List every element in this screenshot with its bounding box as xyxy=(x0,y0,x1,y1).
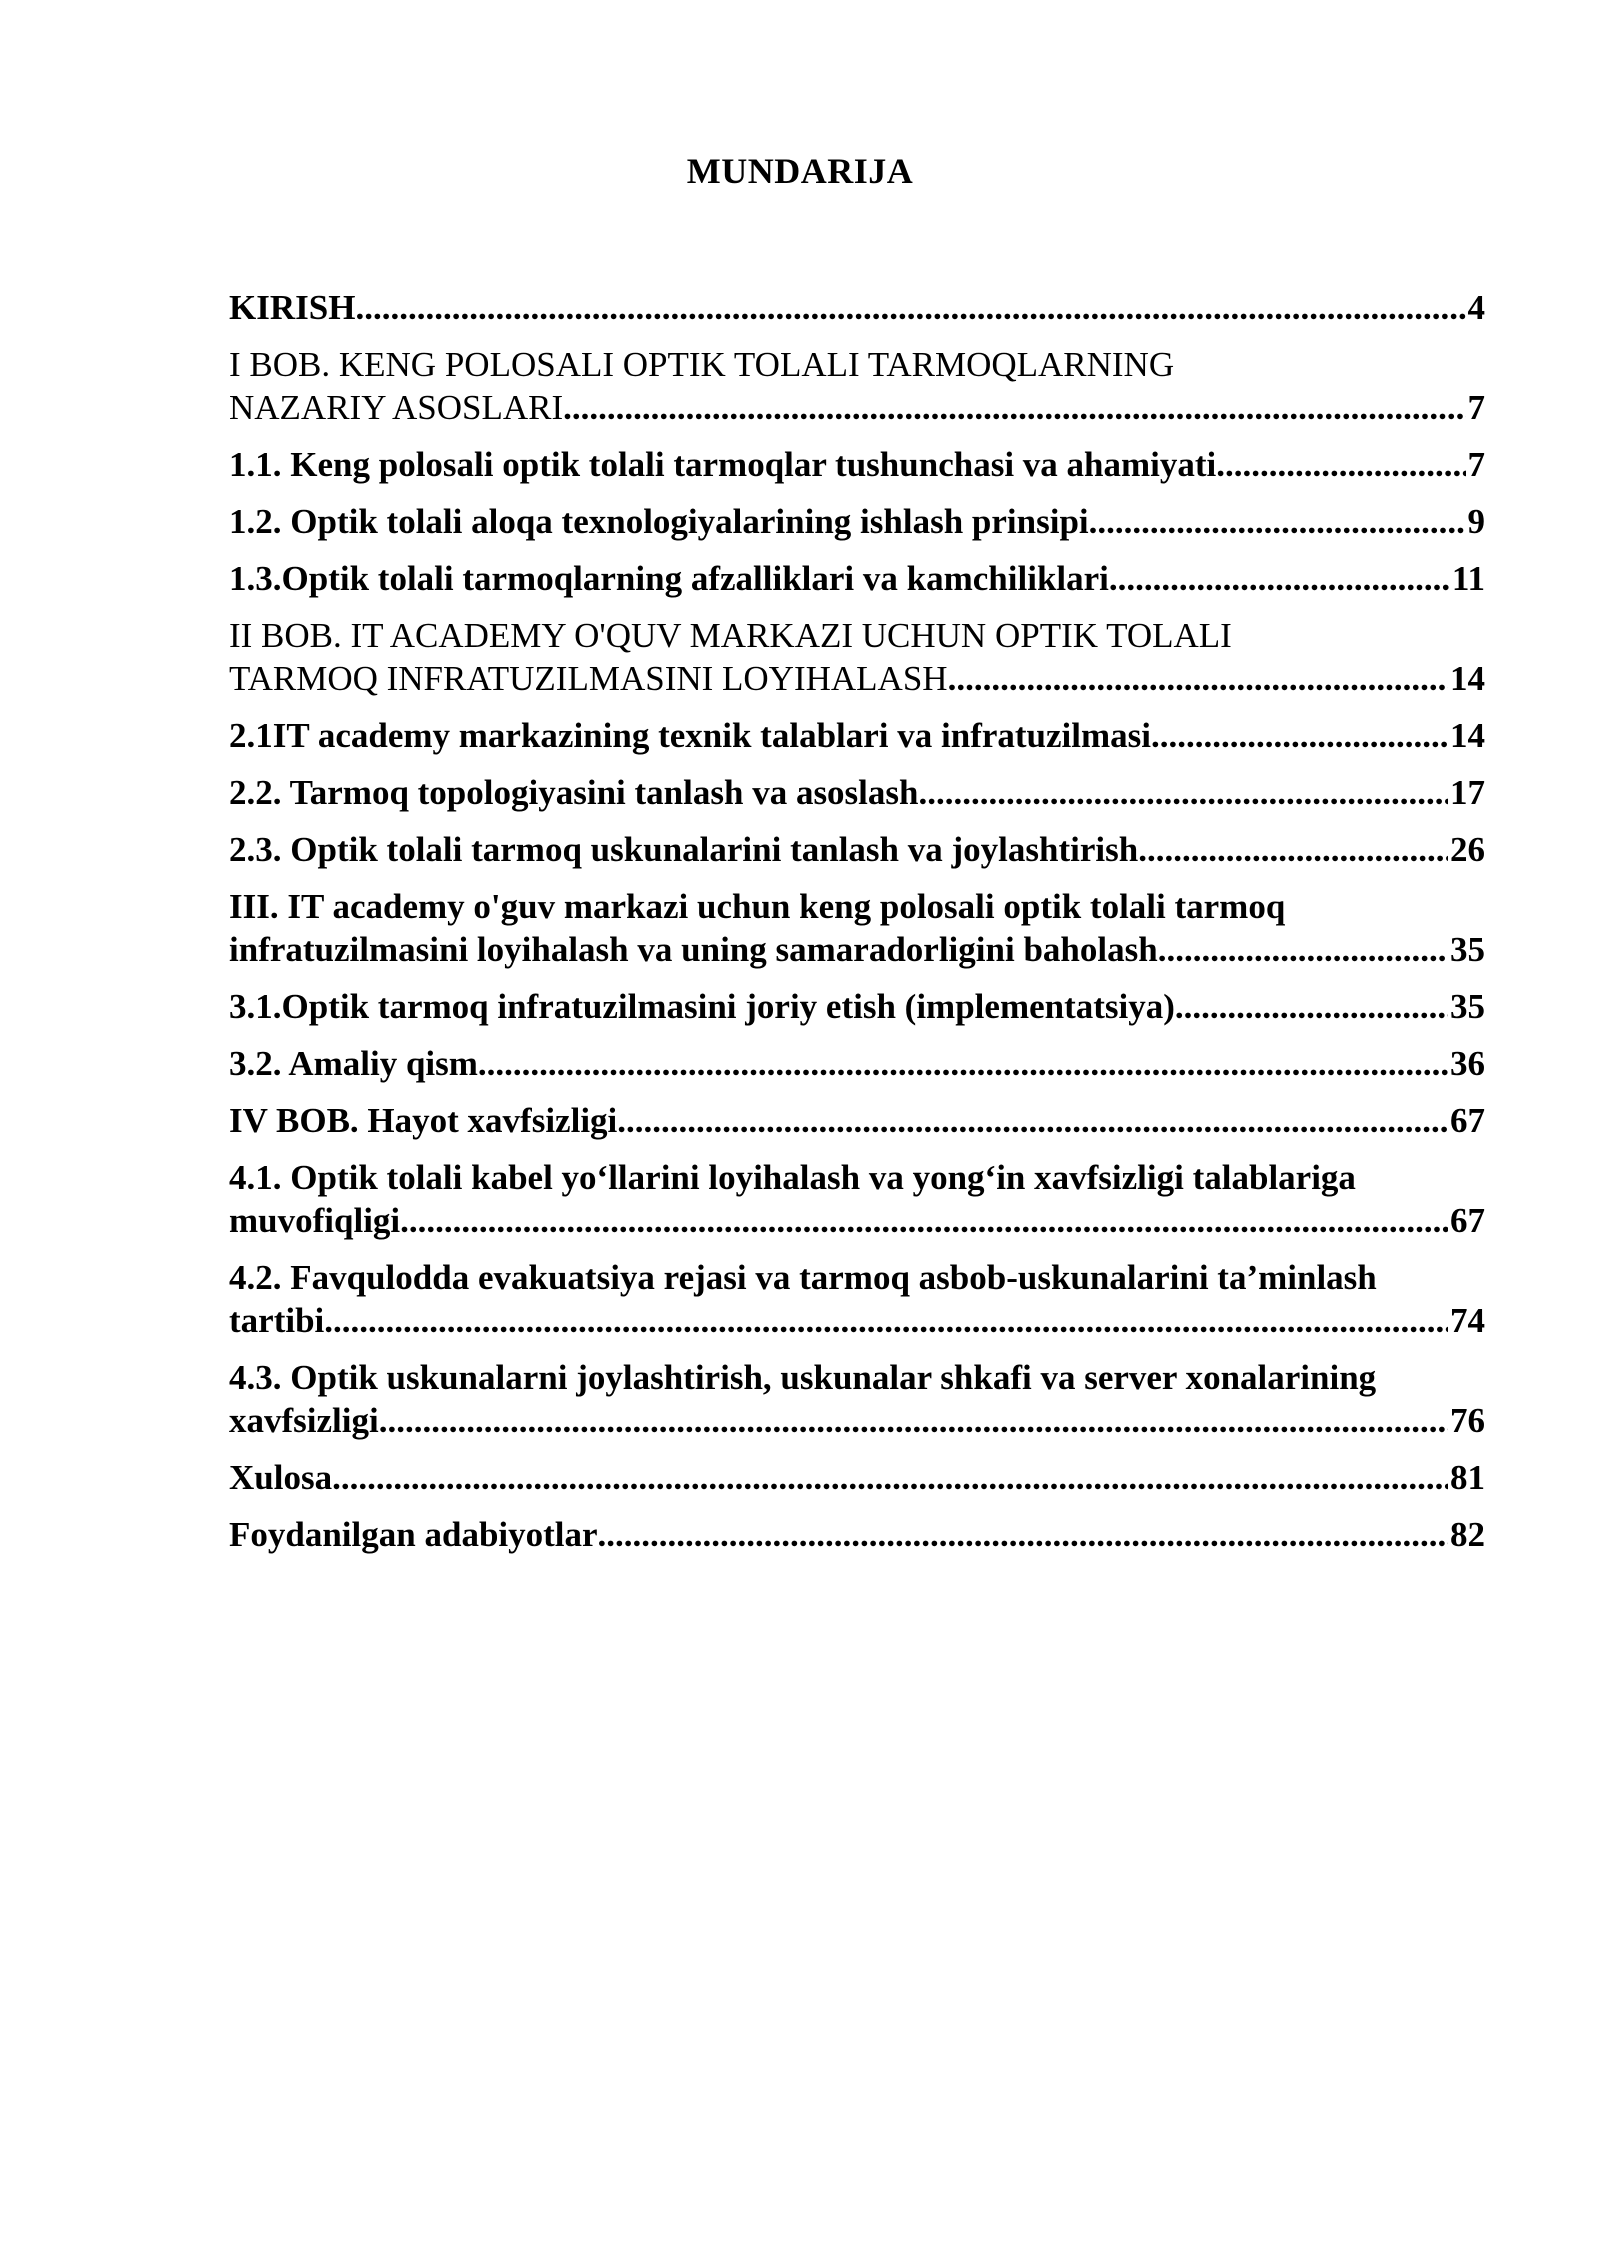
toc-leader-dots xyxy=(1216,443,1465,486)
toc-leader-dots xyxy=(478,1042,1448,1085)
toc-leader-dots xyxy=(1089,500,1466,543)
toc-entry[interactable] xyxy=(229,500,1485,543)
toc-entry-title-line: 4.1. Optik tolali kabel yo‘llarini loyihalash va yong‘in xavfsizligi talablariga xyxy=(229,1158,1356,1197)
toc-leader-dots xyxy=(1151,714,1448,757)
toc-page-number: 7 xyxy=(1467,388,1485,427)
toc-page-number: 35 xyxy=(1450,930,1485,969)
toc-entry[interactable] xyxy=(229,1099,1485,1142)
toc-entry-title: TARMOQ INFRATUZILMASINI LOYIHALASH xyxy=(229,659,948,698)
toc-leader-dots xyxy=(1158,928,1448,971)
toc-entry-title: IV BOB. Hayot xavfsizligi xyxy=(229,1101,618,1140)
toc-entry-title: tartibi xyxy=(229,1301,325,1340)
toc-leader-dots xyxy=(598,1513,1448,1556)
toc-entry-title: 3.2. Amaliy qism xyxy=(229,1044,478,1083)
toc-entry[interactable] xyxy=(229,443,1485,486)
toc-page-number: 14 xyxy=(1450,659,1485,698)
toc-page-number: 36 xyxy=(1450,1044,1485,1083)
toc-leader-dots xyxy=(948,657,1448,700)
toc-page-number: 67 xyxy=(1450,1201,1485,1240)
toc-leader-dots xyxy=(379,1399,1448,1442)
toc-entry[interactable] xyxy=(229,557,1485,600)
toc-page-number: 26 xyxy=(1450,830,1485,869)
toc-entry-title: infratuzilmasini loyihalash va uning samaradorligini baholash xyxy=(229,930,1158,969)
toc-entry-title: xavfsizligi xyxy=(229,1401,379,1440)
toc-page-number: 76 xyxy=(1450,1401,1485,1440)
toc-entry[interactable] xyxy=(229,1456,1485,1499)
toc-entry-title: 2.2. Tarmoq topologiyasini tanlash va asoslash xyxy=(229,773,919,812)
toc-page-number: 14 xyxy=(1450,716,1485,755)
toc-entry[interactable] xyxy=(229,714,1485,757)
toc-entry-title-line: III. IT academy o'guv markazi uchun keng polosali optik tolali tarmoq xyxy=(229,887,1286,926)
toc-entry[interactable] xyxy=(229,614,1485,700)
toc-leader-dots xyxy=(919,771,1449,814)
table-of-contents xyxy=(229,286,1485,1570)
toc-entry-title: muvofiqligi xyxy=(229,1201,401,1240)
toc-page-number: 74 xyxy=(1450,1301,1485,1340)
toc-entry[interactable] xyxy=(229,1256,1485,1342)
toc-leader-dots xyxy=(332,1456,1448,1499)
page-title: MUNDARIJA xyxy=(686,151,914,191)
toc-entry[interactable] xyxy=(229,1513,1485,1556)
toc-entry[interactable] xyxy=(229,1156,1485,1242)
toc-leader-dots xyxy=(355,286,1465,329)
toc-entry-title: 3.1.Optik tarmoq infratuzilmasini joriy etish (implementatsiya) xyxy=(229,987,1175,1026)
toc-entry-title: 1.3.Optik tolali tarmoqlarning afzalliklari va kamchiliklari xyxy=(229,559,1109,598)
toc-leader-dots xyxy=(1109,557,1450,600)
toc-page-number: 82 xyxy=(1450,1515,1485,1554)
toc-entry[interactable] xyxy=(229,1042,1485,1085)
toc-page-number: 81 xyxy=(1450,1458,1485,1497)
toc-entry-title: NAZARIY ASOSLARI xyxy=(229,388,564,427)
toc-entry[interactable] xyxy=(229,1356,1485,1442)
toc-entry-title-line: I BOB. KENG POLOSALI OPTIK TOLALI TARMOQLARNING xyxy=(229,345,1175,384)
toc-entry[interactable] xyxy=(229,343,1485,429)
toc-leader-dots xyxy=(400,1199,1448,1242)
toc-entry[interactable] xyxy=(229,885,1485,971)
toc-page-number: 17 xyxy=(1450,773,1485,812)
toc-leader-dots xyxy=(563,386,1465,429)
toc-entry-title: 2.1IT academy markazining texnik talablari va infratuzilmasi xyxy=(229,716,1151,755)
toc-entry-title: 1.2. Optik tolali aloqa texnologiyalarining ishlash prinsipi xyxy=(229,502,1089,541)
toc-entry[interactable] xyxy=(229,828,1485,871)
toc-page-number: 35 xyxy=(1450,987,1485,1026)
toc-leader-dots xyxy=(324,1299,1448,1342)
toc-page-number: 9 xyxy=(1467,502,1485,541)
toc-leader-dots xyxy=(617,1099,1448,1142)
toc-entry[interactable] xyxy=(229,771,1485,814)
toc-page-number: 11 xyxy=(1451,559,1485,598)
toc-page-number: 4 xyxy=(1467,288,1485,327)
toc-entry-title: KIRISH xyxy=(229,288,356,327)
toc-leader-dots xyxy=(1138,828,1448,871)
toc-entry[interactable] xyxy=(229,985,1485,1028)
toc-entry-title-line: II BOB. IT ACADEMY O'QUV MARKAZI UCHUN OPTIK TOLALI xyxy=(229,616,1232,655)
toc-entry-title: Foydanilgan adabiyotlar xyxy=(229,1515,598,1554)
toc-entry-title-line: 4.2. Favqulodda evakuatsiya rejasi va tarmoq asbob-uskunalarini ta’minlash xyxy=(229,1258,1377,1297)
toc-entry-title-line: 4.3. Optik uskunalarni joylashtirish, uskunalar shkafi va server xonalarining xyxy=(229,1358,1377,1397)
toc-page-number: 67 xyxy=(1450,1101,1485,1140)
toc-page-number: 7 xyxy=(1467,445,1485,484)
toc-leader-dots xyxy=(1175,985,1448,1028)
toc-entry-title: 1.1. Keng polosali optik tolali tarmoqlar tushunchasi va ahamiyati xyxy=(229,445,1217,484)
toc-entry-title: 2.3. Optik tolali tarmoq uskunalarini tanlash va joylashtirish xyxy=(229,830,1139,869)
toc-entry-title: Xulosa xyxy=(229,1458,333,1497)
toc-entry[interactable] xyxy=(229,286,1485,329)
